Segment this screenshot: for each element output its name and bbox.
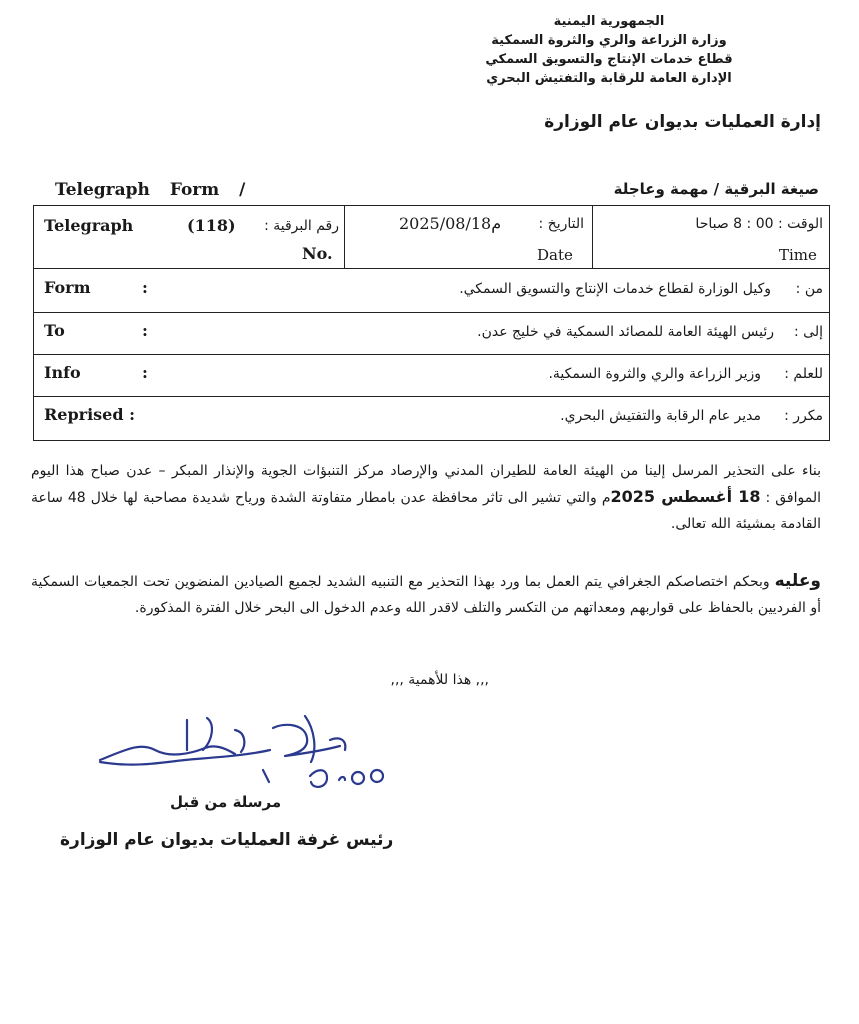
divider [34,312,829,313]
row-colon: : [142,363,148,382]
telegraph-label-no: No. [302,244,333,263]
letterhead-line: الجمهورية اليمنية [553,14,665,29]
divider [34,268,829,269]
row-value-reprised: مدير عام الرقابة والتفتيش البحري. [560,408,761,424]
para2-lead: وعليه [774,571,821,591]
para1-text-b: م والتي تشير الى تاثر محافظة عدن بامطار متفاوتة الشدة ورياح شديدة مصاحبة لها خلال 48 ساعة القادمة بمشيئة الله تعالى. [31,490,821,532]
row-value-info: وزير الزراعة والري والثروة السمكية. [548,366,761,382]
time-label-ar: الوقت : 00 : 8 صباحا [695,216,823,232]
divider [34,354,829,355]
date-label-ar: التاريخ : [538,216,584,232]
letterhead-line: الإدارة العامة للرقابة والتفتيش البحري [486,71,732,86]
para2-text: وبحكم اختصاصكم الجغرافي يتم العمل بما ورد بهذا التحذير مع التنبيه الشديد لجميع الصيادين المنضوين تحت الجمعيات السمكية أو الفرديين بالحفاظ على قواربهم ومعداتهم من التكسر والتلف لاقدر الله وعدم الدخول الى البحر خلال الفترة المذكورة. [31,574,821,616]
row-colon: : [142,278,148,297]
telegraph-label-en: Telegraph [44,216,134,235]
row-label-info-ar: للعلم : [784,366,823,382]
row-label-info-en: Info [44,363,81,382]
sender-label: مرسلة من قبل [170,793,282,811]
row-label-to-ar: إلى : [794,324,823,340]
row-label-from-ar: من : [795,281,823,297]
time-label-en: Time [779,246,817,264]
body-paragraph-2 [31,568,821,621]
divider [592,206,593,268]
row-label-from-en: Form [44,278,91,297]
letterhead [399,12,819,88]
body-paragraph-1 [31,458,821,537]
divider [344,206,345,268]
telegraph-number: (118) [187,216,236,235]
letterhead-line: قطاع خدمات الإنتاج والتسويق السمكي [485,52,733,67]
form-title-ar: صيغة البرقية / مهمة وعاجلة [613,180,819,198]
row-value-from: وكيل الوزارة لقطاع خدمات الإنتاج والتسويق السمكي. [459,281,771,297]
letterhead-line: وزارة الزراعة والري والثروة السمكية [491,33,727,48]
row-value-to: رئيس الهيئة العامة للمصائد السمكية في خليج عدن. [477,324,774,340]
chief-title: رئيس غرفة العمليات بديوان عام الوزارة [60,830,394,850]
form-title-en: Telegraph Form / [55,180,246,200]
closing-line: ,,, هذا للأهمية ,,, [390,672,489,688]
date-value: 2025/08/18م [399,214,502,233]
row-label-reprised-ar: مكرر : [784,408,823,424]
row-label-to-en: To [44,321,65,340]
row-colon: : [142,321,148,340]
divider [34,396,829,397]
row-label-reprised-en: Reprised : [44,405,136,424]
telegraph-table [33,205,830,441]
office-title: إدارة العمليات بديوان عام الوزارة [544,112,821,132]
para1-date: 18 أغسطس 2025 [610,487,761,506]
telegraph-label-ar: رقم البرقية : [264,218,339,234]
date-label-en: Date [537,246,573,264]
para1-text-a: بناء على التحذير المرسل إلينا من الهيئة العامة للطيران المدني والإرصاد مركز التنبؤات الجوية والإنذار المبكر – عدن صباح هذا اليوم الموافق : [31,463,822,506]
